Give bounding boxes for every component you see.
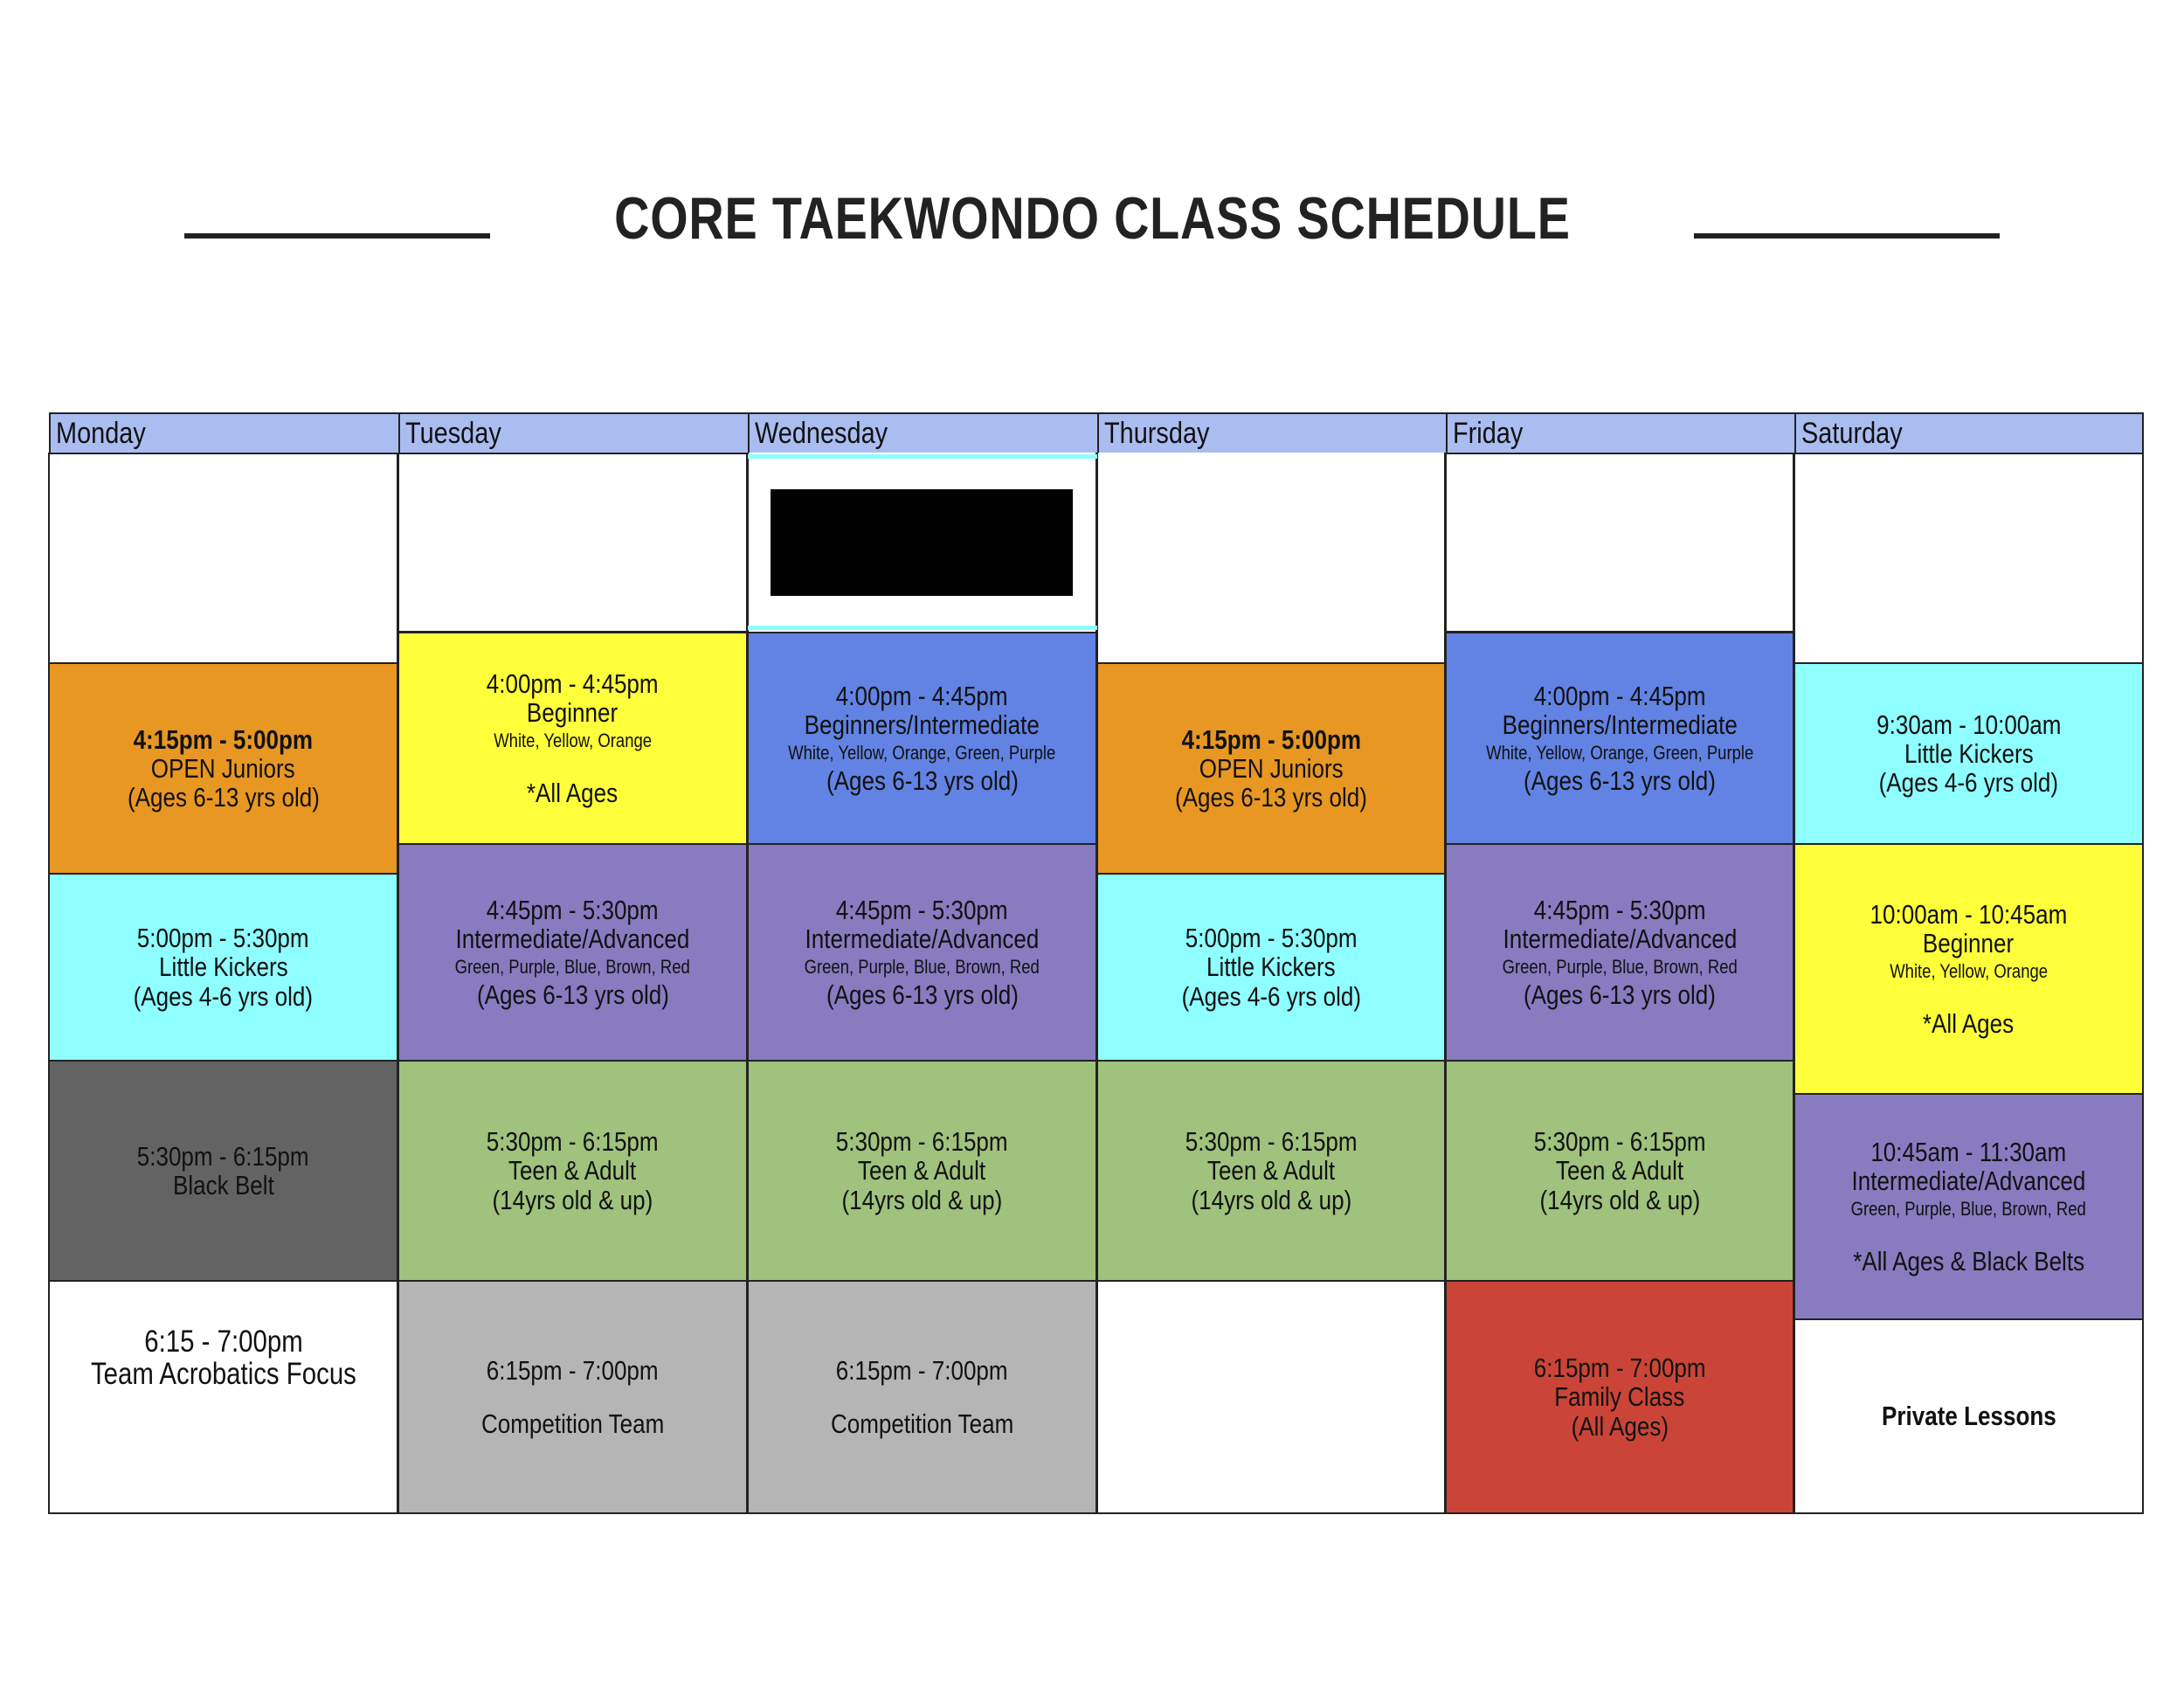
class-cell-mon-open-juniors: 4:15pm - 5:00pm OPEN Juniors (Ages 6-13 yrs old) <box>48 662 398 875</box>
schedule-cell-empty <box>1096 453 1446 664</box>
class-cell-mon-team-acrobatics: 6:15 - 7:00pm Team Acrobatics Focus <box>48 1280 398 1514</box>
class-cell-wed-competition-team: 6:15pm - 7:00pm Competition Team <box>747 1280 1097 1514</box>
cyan-accent-bar-top <box>748 454 1097 459</box>
class-cell-fri-teen-adult: 5:30pm - 6:15pm Teen & Adult (14yrs old & up) <box>1445 1060 1794 1282</box>
class-cell-sat-intermediate-advanced: 10:45am - 11:30am Intermediate/Advanced Green, Purple, Blue, Brown, Red *All Ages & Black Belts <box>1794 1093 2144 1320</box>
class-cell-tue-teen-adult: 5:30pm - 6:15pm Teen & Adult (14yrs old & up) <box>397 1060 748 1282</box>
header-tuesday: Tuesday <box>398 412 748 454</box>
cyan-accent-bar-bottom <box>748 626 1097 630</box>
class-cell-thu-teen-adult: 5:30pm - 6:15pm Teen & Adult (14yrs old & up) <box>1096 1060 1446 1282</box>
title-underline-left <box>184 233 490 239</box>
class-cell-wed-beginners-intermediate: 4:00pm - 4:45pm Beginners/Intermediate White, Yellow, Orange, Green, Purple (Ages 6-13 yrs old) <box>747 632 1097 845</box>
title-underline-right <box>1694 233 2000 239</box>
class-cell-mon-black-belt: 5:30pm - 6:15pm Black Belt <box>48 1060 398 1282</box>
class-cell-tue-intermediate-advanced: 4:45pm - 5:30pm Intermediate/Advanced Green, Purple, Blue, Brown, Red (Ages 6-13 yrs old) <box>397 843 748 1062</box>
class-cell-wed-teen-adult: 5:30pm - 6:15pm Teen & Adult (14yrs old & up) <box>747 1060 1097 1282</box>
header-friday: Friday <box>1446 412 1794 454</box>
class-cell-mon-little-kickers: 5:00pm - 5:30pm Little Kickers (Ages 4-6 yrs old) <box>48 873 398 1062</box>
title-text: CORE TAEKWONDO CLASS SCHEDULE <box>613 185 1571 252</box>
header-wednesday: Wednesday <box>748 412 1097 454</box>
schedule-cell-empty <box>1794 453 2144 664</box>
class-cell-fri-intermediate-advanced: 4:45pm - 5:30pm Intermediate/Advanced Green, Purple, Blue, Brown, Red (Ages 6-13 yrs old) <box>1445 843 1794 1062</box>
class-cell-thu-open-juniors: 4:15pm - 5:00pm OPEN Juniors (Ages 6-13 yrs old) <box>1096 662 1446 875</box>
class-cell-thu-little-kickers: 5:00pm - 5:30pm Little Kickers (Ages 4-6 yrs old) <box>1096 873 1446 1062</box>
class-cell-wed-intermediate-advanced: 4:45pm - 5:30pm Intermediate/Advanced Green, Purple, Blue, Brown, Red (Ages 6-13 yrs old) <box>747 843 1097 1062</box>
class-cell-sat-beginner: 10:00am - 10:45am Beginner White, Yellow, Orange *All Ages <box>1794 843 2144 1095</box>
header-monday: Monday <box>49 412 398 454</box>
class-cell-sat-little-kickers: 9:30am - 10:00am Little Kickers (Ages 4-6 yrs old) <box>1794 662 2144 845</box>
page-title <box>0 175 2184 262</box>
class-cell-fri-family-class: 6:15pm - 7:00pm Family Class (All Ages) <box>1445 1280 1794 1514</box>
schedule-cell-empty <box>397 453 748 633</box>
schedule-grid <box>49 412 2144 1515</box>
class-cell-fri-beginners-intermediate: 4:00pm - 4:45pm Beginners/Intermediate White, Yellow, Orange, Green, Purple (Ages 6-13 yrs old) <box>1445 632 1794 845</box>
class-cell-tue-competition-team: 6:15pm - 7:00pm Competition Team <box>397 1280 748 1514</box>
schedule-cell-empty <box>1445 453 1794 633</box>
redaction-box <box>771 489 1073 596</box>
header-thursday: Thursday <box>1097 412 1446 454</box>
header-saturday: Saturday <box>1794 412 2144 454</box>
schedule-cell-empty <box>1096 1280 1446 1514</box>
class-cell-tue-beginner: 4:00pm - 4:45pm Beginner White, Yellow, Orange *All Ages <box>397 632 748 845</box>
class-cell-sat-private-lessons: Private Lessons <box>1794 1318 2144 1514</box>
